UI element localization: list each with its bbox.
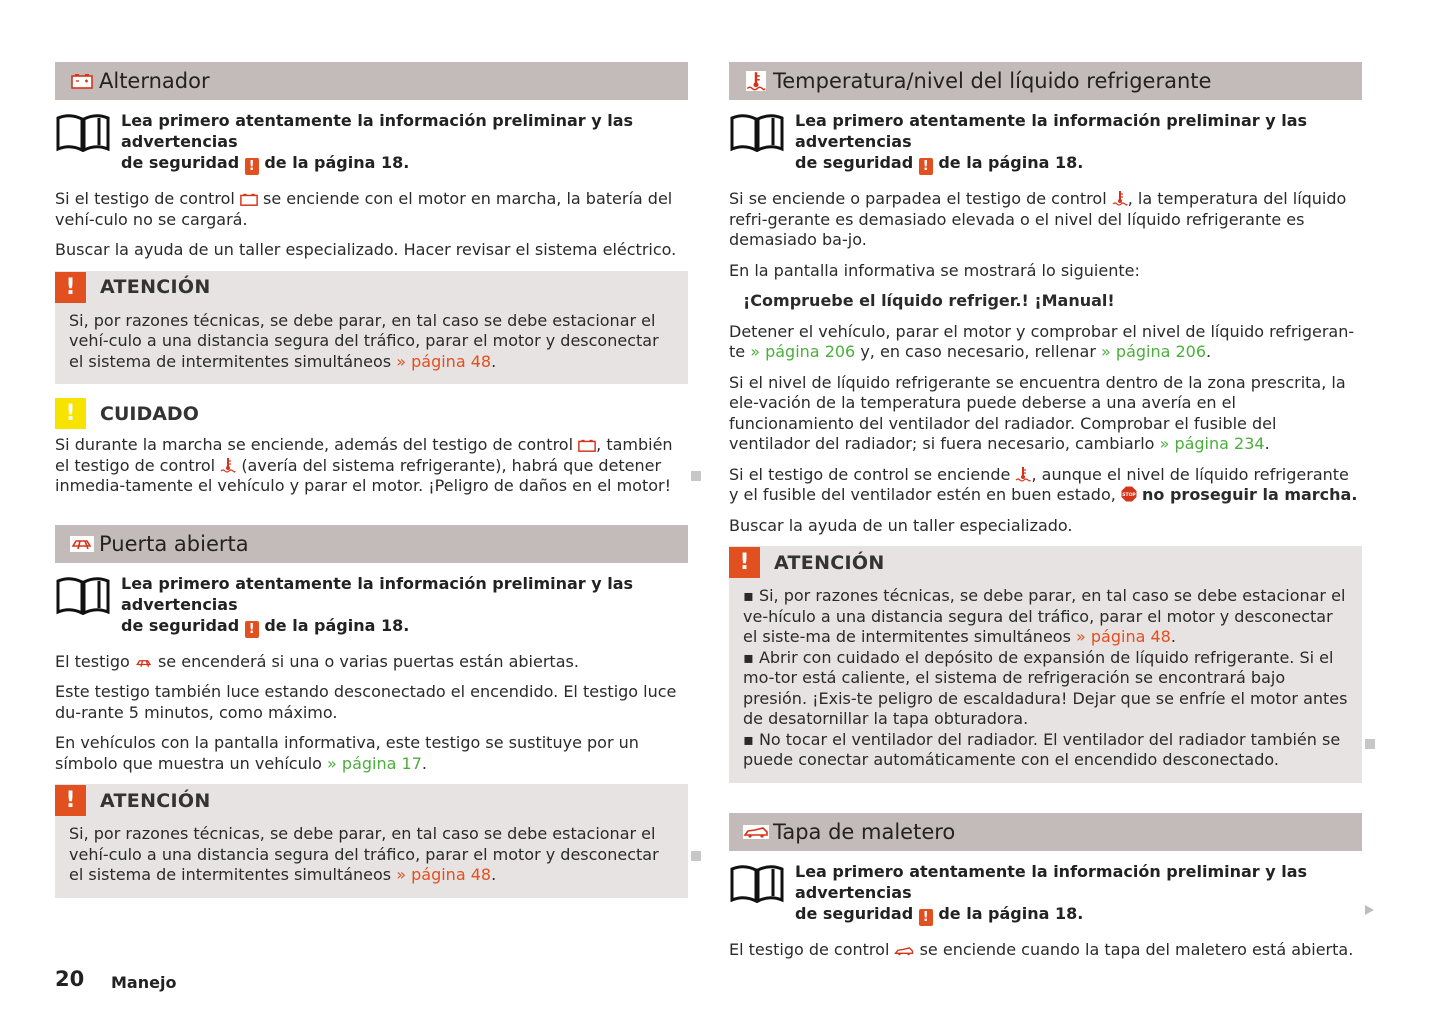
page-link[interactable]: » página 234 bbox=[1159, 434, 1265, 453]
paragraph: Buscar la ayuda de un taller especializado. Hacer revisar el sistema eléctrico. bbox=[55, 240, 677, 259]
section-header-maletero bbox=[729, 813, 1362, 851]
paragraph: Este testigo también luce estando desconectado el encendido. El testigo luce du-rante 5 minutos, como máximo. bbox=[55, 682, 677, 722]
paragraph: El testigo de control se enciende cuando la tapa del maletero está abierta. bbox=[729, 939, 1354, 959]
read-first-note: Lea primero atentamente la información preliminar y las advertencias de seguridad ! de la página 18. bbox=[729, 861, 1362, 926]
warning-mark-icon: ! bbox=[919, 158, 933, 175]
door-open-icon bbox=[69, 533, 95, 555]
warning-mark-icon: ! bbox=[245, 621, 259, 638]
svg-text:STOP: STOP bbox=[1122, 493, 1136, 498]
page-link[interactable]: » página 48 bbox=[396, 351, 492, 371]
coolant-temperature-icon bbox=[1112, 190, 1128, 206]
read-first-line1: Lea primero atentamente la información preliminar y las advertencias bbox=[121, 111, 634, 151]
section-end-mark bbox=[1365, 739, 1375, 749]
warning-bullet: ▪ Abrir con cuidado el depósito de expansión de líquido refrigerante. Si el mo-tor está caliente, el sistema de refrigeración se encontrará bajo presión. ¡Exis-te peligro de escaldadura! Dejar que se enfríe el motor antes de desatornillar la tapa obturadora. bbox=[743, 647, 1348, 728]
paragraph: Si se enciende o parpadea el testigo de control , la temperatura del líquido refri-gerante es demasiado elevada o el nivel del líquido refrigerante es demasiado ba-jo. bbox=[729, 189, 1347, 249]
left-column bbox=[55, 62, 688, 912]
warning-title: ATENCIÓN bbox=[774, 551, 885, 574]
warning-text bbox=[729, 579, 1362, 783]
door-open-icon bbox=[135, 657, 153, 669]
page-link[interactable]: » página 206 bbox=[1101, 342, 1207, 361]
section-title: Tapa de maletero bbox=[773, 819, 956, 844]
warning-box bbox=[55, 271, 688, 385]
read-first-note bbox=[55, 110, 688, 175]
paragraph: En vehículos con la pantalla informativa, este testigo se sustituye por un símbolo que muestra un vehículo » página 17. bbox=[55, 733, 639, 773]
open-book-icon bbox=[729, 863, 785, 903]
open-book-icon bbox=[729, 112, 785, 152]
section-title: Puerta abierta bbox=[99, 531, 249, 556]
right-column bbox=[729, 62, 1362, 970]
display-message: ¡Compruebe el líquido refriger.! ¡Manual! bbox=[743, 291, 1115, 310]
warning-bullet: ▪ Si, por razones técnicas, se debe parar, en tal caso se debe estacionar el ve-hículo a una distancia segura del tráfico, parar el motor y desconectar el siste-ma de intermitentes simultáneos » página 48. bbox=[743, 586, 1346, 646]
caution-title: CUIDADO bbox=[100, 402, 199, 425]
paragraph: Si el nivel de líquido refrigerante se encuentra dentro de la zona prescrita, la ele-vación de la temperatura puede deberse a una avería en el funcionamiento del ventilador del radiador. Comprobar el fusible del ventilador del radiador; si fuera necesario, cambiarlo » página 234. bbox=[729, 372, 1346, 453]
warning-mark-icon: ! bbox=[919, 909, 933, 926]
warning-title: ATENCIÓN bbox=[100, 276, 211, 298]
page-number: 20 bbox=[55, 967, 85, 991]
battery-icon bbox=[578, 439, 596, 452]
paragraph: Buscar la ayuda de un taller especializado. bbox=[729, 515, 1073, 535]
battery-icon bbox=[69, 70, 95, 92]
caution-header bbox=[55, 398, 688, 429]
trunk-open-icon bbox=[743, 821, 769, 843]
stop-icon bbox=[1121, 486, 1137, 502]
section-title: Temperatura/nivel del líquido refrigerante bbox=[773, 69, 1212, 93]
page-link[interactable]: » página 206 bbox=[750, 342, 856, 361]
section-end-mark bbox=[691, 851, 701, 861]
page-link[interactable]: » página 48 bbox=[396, 865, 492, 884]
coolant-temperature-icon bbox=[220, 457, 236, 473]
section-header-alternador bbox=[55, 62, 688, 100]
battery-icon bbox=[240, 193, 258, 206]
warning-box bbox=[729, 546, 1362, 783]
paragraph: Detener el vehículo, parar el motor y comprobar el nivel de líquido refrigeran-te » página 206 y, en caso necesario, rellenar » página 206. bbox=[729, 321, 1355, 361]
exclamation-icon: ! bbox=[729, 547, 760, 578]
paragraph: Si el testigo de control se enciende , aunque el nivel de líquido refrigerante y el fusible del ventilador estén en buen estado, STOP no proseguir la marcha. bbox=[729, 464, 1358, 504]
warning-text: Si, por razones técnicas, se debe parar, en tal caso se debe estacionar el vehí-culo a una distancia segura del tráfico, parar el motor y desconectar el sistema de intermitentes simultáneos » página 48. bbox=[69, 310, 659, 371]
read-first-line2b: de la página 18. bbox=[264, 153, 410, 172]
coolant-temperature-icon bbox=[743, 70, 769, 92]
section-header-temperatura bbox=[729, 62, 1362, 100]
caution-text: Si durante la marcha se enciende, además del testigo de control , también el testigo de control (avería del sistema refrigerante), habrá que detener inmedia-tamente el vehículo y parar el motor. ¡Peligro de daños en el motor! bbox=[55, 435, 673, 495]
section-header-puerta bbox=[55, 525, 688, 563]
exclamation-icon: ! bbox=[55, 785, 86, 816]
exclamation-icon: ! bbox=[55, 272, 86, 303]
section-title: Alternador bbox=[99, 69, 210, 93]
continue-arrow-icon bbox=[1365, 905, 1374, 915]
open-book-icon bbox=[55, 112, 111, 152]
section-end-mark bbox=[691, 471, 701, 481]
open-book-icon bbox=[55, 575, 111, 615]
page-link[interactable]: » página 17 bbox=[327, 753, 422, 773]
exclamation-icon: ! bbox=[55, 398, 86, 429]
page-link[interactable]: » página 48 bbox=[1076, 627, 1171, 646]
warning-text: Si, por razones técnicas, se debe parar, en tal caso se debe estacionar el vehí-culo a una distancia segura del tráfico, parar el motor y desconectar el sistema de intermitentes simultáneos » página 48. bbox=[69, 824, 659, 884]
page-section-name: Manejo bbox=[111, 973, 177, 992]
coolant-temperature-icon bbox=[1015, 466, 1031, 482]
read-first-note: Lea primero atentamente la información preliminar y las advertencias de seguridad ! de la página 18. bbox=[729, 110, 1362, 175]
paragraph: Si el testigo de control se enciende con el motor en marcha, la batería del vehí-culo no se cargará. bbox=[55, 189, 673, 229]
paragraph: El testigo se encenderá si una o varias puertas están abiertas. bbox=[55, 651, 579, 671]
read-first-line2a: de seguridad bbox=[121, 153, 240, 172]
read-first-note: Lea primero atentamente la información preliminar y las advertencias de seguridad ! de la página 18. bbox=[55, 573, 688, 638]
trunk-open-icon bbox=[894, 945, 914, 957]
warning-title: ATENCIÓN bbox=[100, 789, 211, 812]
warning-mark-icon: ! bbox=[245, 158, 259, 175]
warning-box bbox=[55, 784, 688, 898]
paragraph: En la pantalla informativa se mostrará lo siguiente: bbox=[729, 260, 1140, 280]
warning-bullet: ▪ No tocar el ventilador del radiador. El ventilador del radiador también se puede conectar automáticamente con el encendido desconectado. bbox=[743, 729, 1341, 769]
